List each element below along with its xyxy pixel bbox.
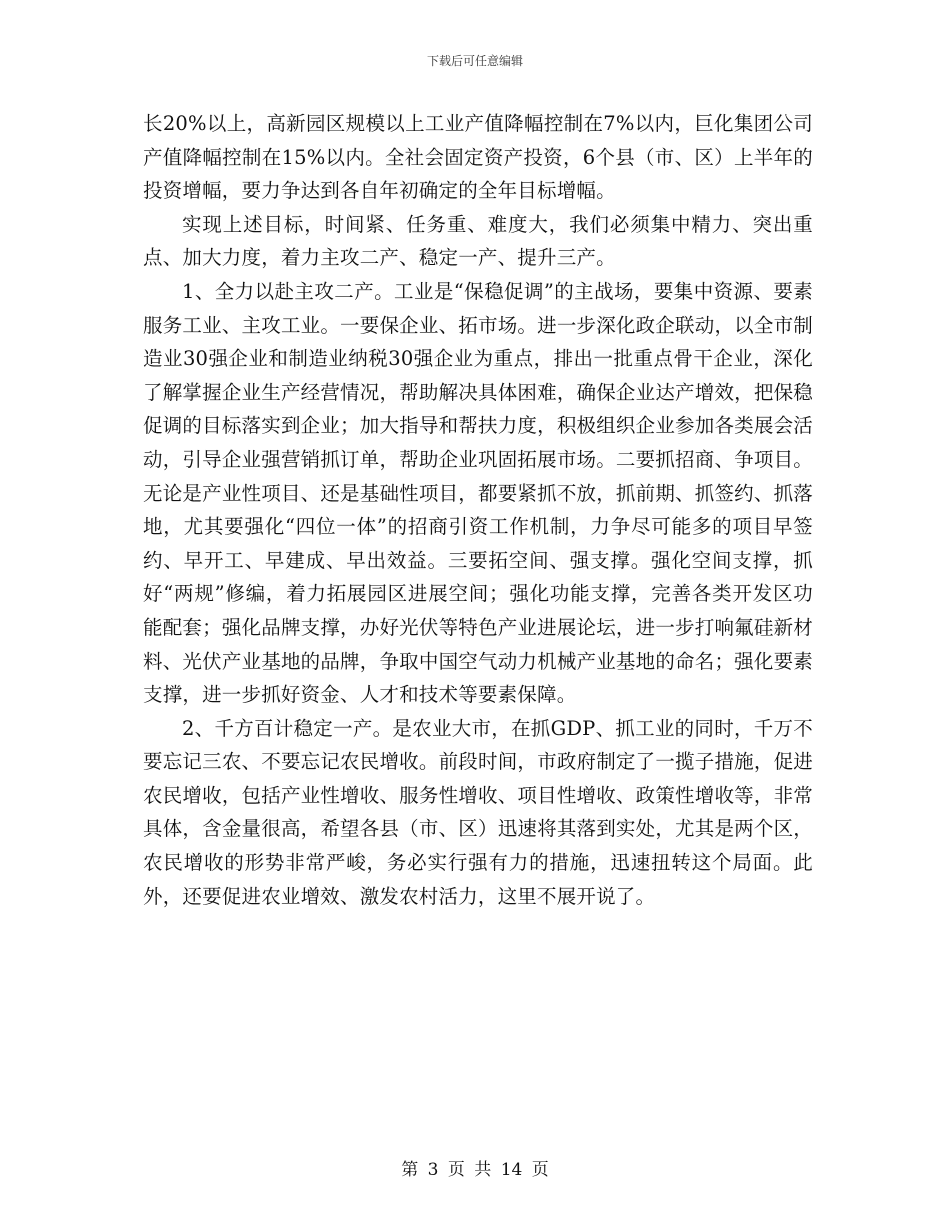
body-text — [143, 107, 813, 913]
paragraph-primary-industry: 2、千方百计稳定一产。是农业大市，在抓GDP、抓工业的同时，千万不要忘记三农、不要忘记农民增收。前段时间，市政府制定了一揽子措施，促进农民增收，包括产业性增收、服务性增收、项目性增收、政策性增收等，非常具体，含金量很高，希望各县（市、区）迅速将其落到实处，尤其是两个区，农民增收的形势非常严峻，务必实行强有力的措施，迅速扭转这个局面。此外，还要促进农业增效、激发农村活力，这里不展开说了。 — [143, 716, 813, 908]
paragraph-goals: 实现上述目标，时间紧、任务重、难度大，我们必须集中精力、突出重点、加大力度，着力主攻二产、稳定一产、提升三产。 — [143, 212, 813, 270]
page-footer: 第 3 页 共 14 页 — [401, 1160, 549, 1180]
paragraph-continuation: 长20%以上，高新园区规模以上工业产值降幅控制在7%以内，巨化集团公司产值降幅控制在15%以内。全社会固定资产投资，6个县（市、区）上半年的投资增幅，要力争达到各自年初确定的全年目标增幅。 — [143, 112, 813, 203]
page-header: 下载后可任意编辑 — [426, 54, 523, 68]
paragraph-secondary-industry: 1、全力以赴主攻二产。工业是“保稳促调”的主战场，要集中资源、要素服务工业、主攻工业。一要保企业、拓市场。进一步深化政企联动，以全市制造业30强企业和制造业纳税30强企业为重点，排出一批重点骨干企业，深化了解掌握企业生产经营情况，帮助解决具体困难，确保企业达产增效，把保稳促调的目标落实到企业；加大指导和帮扶力度，积极组织企业参加各类展会活动，引导企业强营销抓订单，帮助企业巩固拓展市场。二要抓招商、争项目。无论是产业性项目、还是基础性项目，都要紧抓不放，抓前期、抓签约、抓落地，尤其要强化“四位一体”的招商引资工作机制，力争尽可能多的项目早签约、早开工、早建成、早出效益。三要拓空间、强支撑。强化空间支撑，抓好“两规”修编，着力拓展园区进展空间；强化功能支撑，完善各类开发区功能配套；强化品牌支撑，办好光伏等特色产业进展论坛，进一步打响氟硅新材料、光伏产业基地的品牌，争取中国空气动力机械产业基地的命名；强化要素支撑，进一步抓好资金、人才和技术等要素保障。 — [143, 279, 813, 707]
